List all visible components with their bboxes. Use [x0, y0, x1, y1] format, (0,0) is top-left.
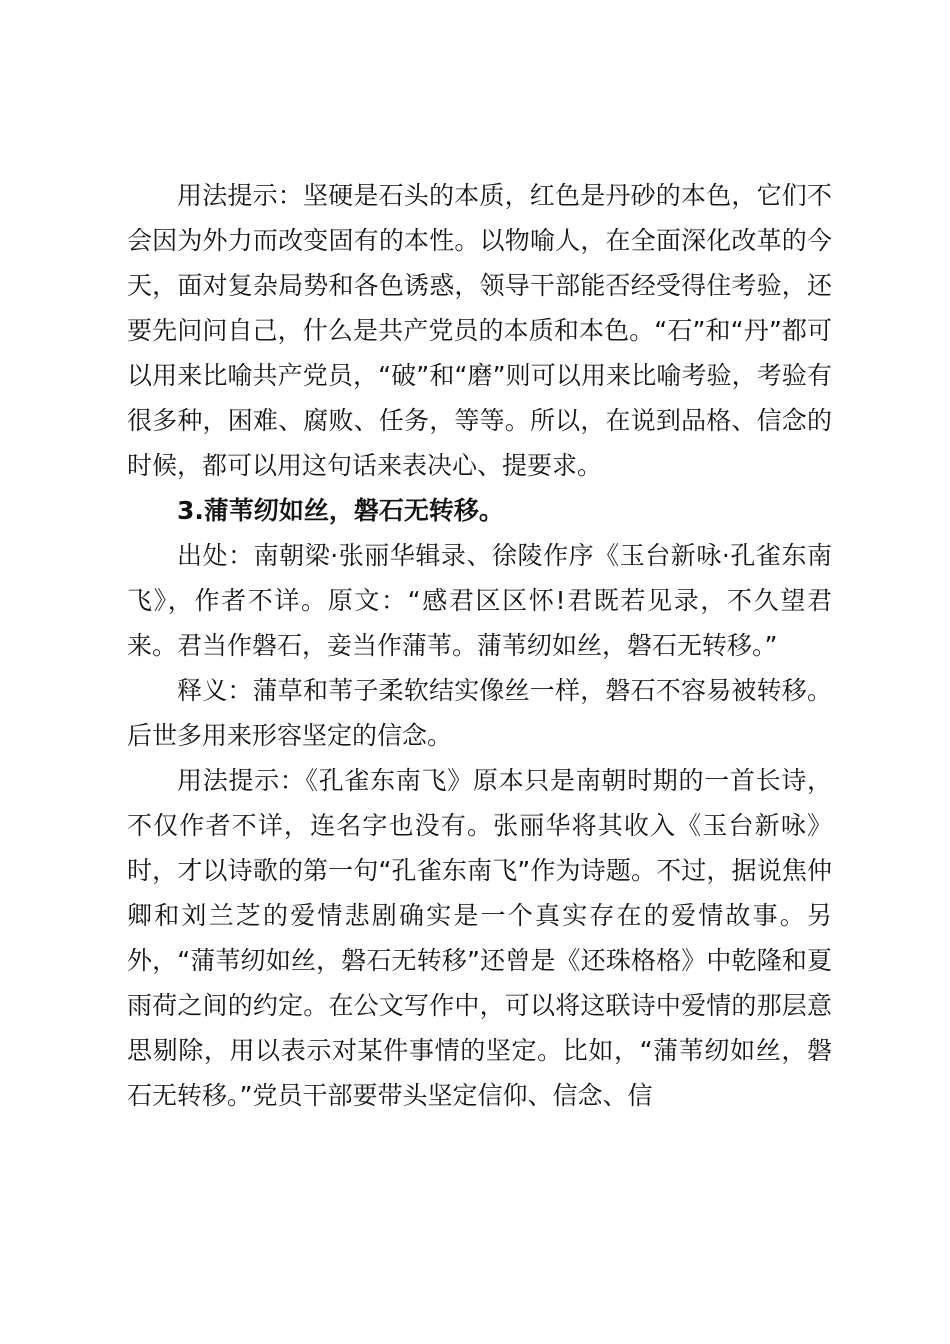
document-body	[127, 173, 832, 1118]
usage-hint-paragraph-2: 用法提示：《孔雀东南飞》原本只是南朝时期的一首长诗，不仅作者不详，连名字也没有。张丽华将其收入《玉台新咏》时，才以诗歌的第一句“孔雀东南飞”作为诗题。不过，据说焦仲卿和刘兰芝的爱情悲剧确实是一个真实存在的爱情故事。另外，“蒲苇纫如丝，磐石无转移”还曾是《还珠格格》中乾隆和夏雨荷之间的约定。在公文写作中，可以将这联诗中爱情的那层意思剔除，用以表示对某件事情的坚定。比如，“蒲苇纫如丝，磐石无转移。”党员干部要带头坚定信仰、信念、信	[127, 766, 832, 1110]
usage-hint-paragraph-1: 用法提示：坚硬是石头的本质，红色是丹砂的本色，它们不会因为外力而改变固有的本性。以物喻人，在全面深化改革的今天，面对复杂局势和各色诱惑，领导干部能否经受得住考验，还要先问问自己，什么是共产党员的本质和本色。“石”和“丹”都可以用来比喻共产党员，“破”和“磨”则可以用来比喻考验，考验有很多种，困难、腐败、任务，等等。所以，在说到品格、信念的时候，都可以用这句话来表决心、提要求。	[127, 181, 832, 480]
section-heading-3: 3.蒲苇纫如丝，磐石无转移。	[177, 496, 504, 525]
source-paragraph: 出处：南朝梁·张丽华辑录、徐陵作序《玉台新咏·孔雀东南飞》，作者不详。原文：“感君区区怀!君既若见录，不久望君来。君当作磐石，妾当作蒲苇。蒲苇纫如丝，磐石无转移。”	[127, 541, 832, 660]
meaning-paragraph: 释义：蒲草和苇子柔软结实像丝一样，磐石不容易被转移。后世多用来形容坚定的信念。	[127, 676, 832, 750]
